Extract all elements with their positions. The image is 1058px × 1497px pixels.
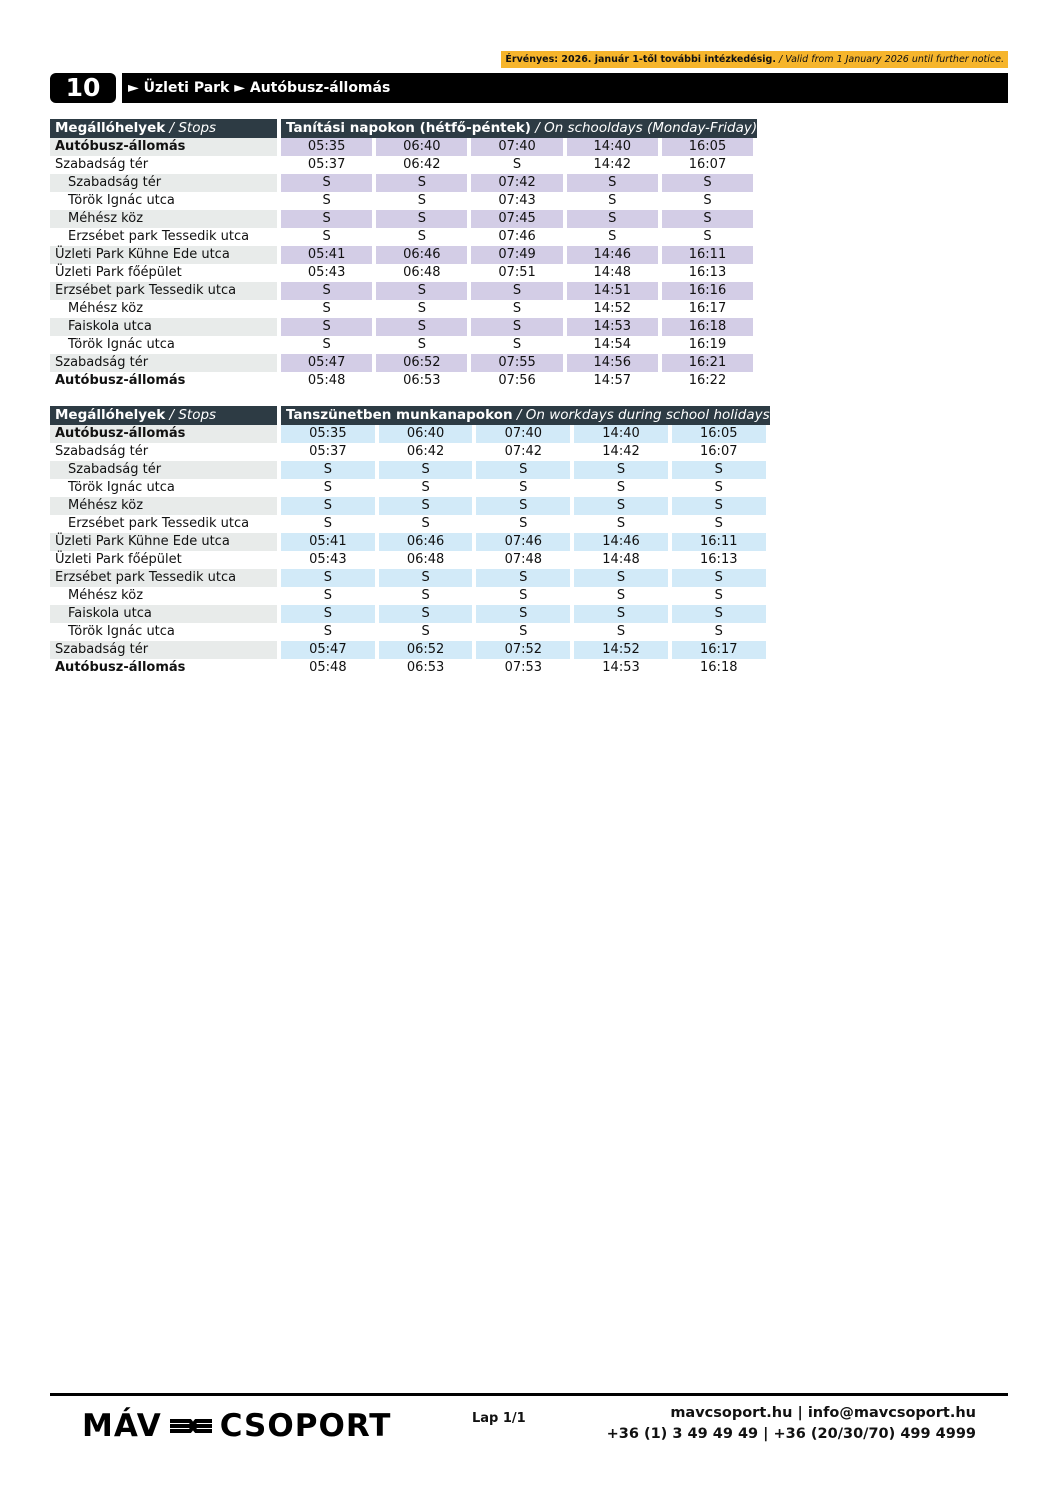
departure-time: 07:55 bbox=[471, 354, 566, 372]
departure-time: S bbox=[476, 605, 574, 623]
departure-time: S bbox=[574, 605, 672, 623]
stop-name: Török Ignác utca bbox=[50, 479, 281, 497]
departure-time: S bbox=[672, 515, 770, 533]
stop-name: Üzleti Park főépület bbox=[50, 551, 281, 569]
table-row bbox=[50, 569, 770, 587]
departure-time: S bbox=[476, 515, 574, 533]
departure-time: S bbox=[281, 569, 379, 587]
departure-time: 14:51 bbox=[567, 282, 662, 300]
stop-name: Autóbusz-állomás bbox=[50, 138, 281, 156]
departure-time: 06:46 bbox=[376, 246, 471, 264]
departure-time: S bbox=[662, 174, 757, 192]
departure-time: S bbox=[379, 497, 477, 515]
departure-time: 07:49 bbox=[471, 246, 566, 264]
departure-time: 05:48 bbox=[281, 372, 376, 390]
departure-time: S bbox=[379, 587, 477, 605]
table-row bbox=[50, 461, 770, 479]
departure-time: 05:43 bbox=[281, 551, 379, 569]
departure-time: S bbox=[281, 587, 379, 605]
departure-time: S bbox=[281, 605, 379, 623]
stops-header: Megállóhelyek / Stops bbox=[50, 406, 281, 425]
departure-time: S bbox=[672, 461, 770, 479]
stop-name: Üzleti Park főépület bbox=[50, 264, 281, 282]
departure-time: 16:21 bbox=[662, 354, 757, 372]
departure-time: 14:46 bbox=[574, 533, 672, 551]
departure-time: S bbox=[567, 192, 662, 210]
table-row bbox=[50, 443, 770, 461]
departure-time: 06:48 bbox=[376, 264, 471, 282]
departure-time: 14:53 bbox=[567, 318, 662, 336]
stops-header: Megállóhelyek / Stops bbox=[50, 119, 281, 138]
departure-time: S bbox=[281, 623, 379, 641]
stop-name: Szabadság tér bbox=[50, 641, 281, 659]
departure-time: 14:54 bbox=[567, 336, 662, 354]
departure-time: S bbox=[672, 605, 770, 623]
departure-time: S bbox=[281, 318, 376, 336]
route-number-badge: 10 bbox=[50, 73, 116, 103]
table-row bbox=[50, 336, 757, 354]
departure-time: 14:53 bbox=[574, 659, 672, 677]
contact-web-email: mavcsoport.hu | info@mavcsoport.hu bbox=[670, 1405, 976, 1421]
departure-time: S bbox=[567, 174, 662, 192]
departure-time: 14:57 bbox=[567, 372, 662, 390]
table-row bbox=[50, 156, 757, 174]
departure-time: S bbox=[574, 623, 672, 641]
departure-time: 14:52 bbox=[567, 300, 662, 318]
departure-time: 14:48 bbox=[567, 264, 662, 282]
departure-time: 07:42 bbox=[471, 174, 566, 192]
stop-name: Szabadság tér bbox=[50, 461, 281, 479]
stop-name: Autóbusz-állomás bbox=[50, 372, 281, 390]
table-row bbox=[50, 246, 757, 264]
period-header: Tanszünetben munkanapokon / On workdays during school holidays bbox=[281, 406, 770, 425]
departure-time: 06:52 bbox=[376, 354, 471, 372]
table-row bbox=[50, 623, 770, 641]
stop-name: Méhész köz bbox=[50, 300, 281, 318]
departure-time: S bbox=[662, 228, 757, 246]
table-row bbox=[50, 138, 757, 156]
contact-phones: +36 (1) 3 49 49 49 | +36 (20/30/70) 499 4999 bbox=[606, 1426, 976, 1442]
mav-rail-icon bbox=[168, 1412, 214, 1440]
stop-name: Szabadság tér bbox=[50, 443, 281, 461]
route-title: ► Üzleti Park ► Autóbusz-állomás bbox=[122, 73, 1008, 103]
departure-time: S bbox=[379, 515, 477, 533]
departure-time: S bbox=[574, 479, 672, 497]
departure-time: S bbox=[567, 228, 662, 246]
departure-time: 05:37 bbox=[281, 156, 376, 174]
departure-time: 07:46 bbox=[471, 228, 566, 246]
stop-name: Török Ignác utca bbox=[50, 623, 281, 641]
departure-time: S bbox=[376, 228, 471, 246]
stop-name: Török Ignác utca bbox=[50, 336, 281, 354]
stop-name: Erzsébet park Tessedik utca bbox=[50, 569, 281, 587]
departure-time: S bbox=[376, 210, 471, 228]
departure-time: 14:42 bbox=[574, 443, 672, 461]
departure-time: S bbox=[471, 336, 566, 354]
departure-time: 16:13 bbox=[672, 551, 770, 569]
table-row bbox=[50, 533, 770, 551]
stop-name: Török Ignác utca bbox=[50, 192, 281, 210]
stop-name: Szabadság tér bbox=[50, 156, 281, 174]
departure-time: 16:05 bbox=[672, 425, 770, 443]
departure-time: 06:53 bbox=[376, 372, 471, 390]
departure-time: S bbox=[281, 497, 379, 515]
departure-time: 16:11 bbox=[672, 533, 770, 551]
departure-time: S bbox=[376, 192, 471, 210]
departure-time: 16:18 bbox=[662, 318, 757, 336]
departure-time: S bbox=[672, 497, 770, 515]
departure-time: 06:48 bbox=[379, 551, 477, 569]
table-row bbox=[50, 354, 757, 372]
departure-time: 05:43 bbox=[281, 264, 376, 282]
departure-time: 16:13 bbox=[662, 264, 757, 282]
table-row bbox=[50, 425, 770, 443]
departure-time: 07:42 bbox=[476, 443, 574, 461]
departure-time: S bbox=[471, 300, 566, 318]
departure-time: S bbox=[574, 587, 672, 605]
departure-time: S bbox=[379, 479, 477, 497]
departure-time: S bbox=[376, 300, 471, 318]
departure-time: 14:48 bbox=[574, 551, 672, 569]
departure-time: S bbox=[379, 623, 477, 641]
departure-time: S bbox=[376, 318, 471, 336]
validity-en: / Valid from 1 January 2026 until further notice. bbox=[778, 54, 1004, 65]
departure-time: S bbox=[281, 174, 376, 192]
departure-time: 06:46 bbox=[379, 533, 477, 551]
stop-name: Szabadság tér bbox=[50, 354, 281, 372]
departure-time: 06:40 bbox=[376, 138, 471, 156]
departure-time: S bbox=[471, 282, 566, 300]
departure-time: 07:56 bbox=[471, 372, 566, 390]
table-row bbox=[50, 551, 770, 569]
departure-time: 05:41 bbox=[281, 246, 376, 264]
stop-name: Erzsébet park Tessedik utca bbox=[50, 282, 281, 300]
table-row bbox=[50, 318, 757, 336]
departure-time: S bbox=[281, 192, 376, 210]
departure-time: 16:07 bbox=[672, 443, 770, 461]
period-header: Tanítási napokon (hétfő-péntek) / On schooldays (Monday-Friday) bbox=[281, 119, 757, 138]
table-row bbox=[50, 497, 770, 515]
stop-name: Autóbusz-állomás bbox=[50, 425, 281, 443]
departure-time: S bbox=[574, 497, 672, 515]
departure-time: S bbox=[281, 479, 379, 497]
departure-time: S bbox=[281, 300, 376, 318]
departure-time: S bbox=[281, 336, 376, 354]
departure-time: 05:47 bbox=[281, 354, 376, 372]
footer-divider bbox=[50, 1393, 1008, 1396]
departure-time: S bbox=[471, 318, 566, 336]
departure-time: S bbox=[662, 210, 757, 228]
table-row bbox=[50, 192, 757, 210]
departure-time: 16:11 bbox=[662, 246, 757, 264]
departure-time: 07:45 bbox=[471, 210, 566, 228]
departure-time: 14:40 bbox=[574, 425, 672, 443]
departure-time: S bbox=[471, 156, 566, 174]
departure-time: S bbox=[672, 623, 770, 641]
departure-time: S bbox=[672, 569, 770, 587]
table-row bbox=[50, 282, 757, 300]
table-row bbox=[50, 300, 757, 318]
departure-time: S bbox=[379, 569, 477, 587]
departure-time: 05:35 bbox=[281, 138, 376, 156]
departure-time: S bbox=[376, 174, 471, 192]
departure-time: 06:40 bbox=[379, 425, 477, 443]
departure-time: 05:41 bbox=[281, 533, 379, 551]
departure-time: S bbox=[281, 461, 379, 479]
departure-time: 07:51 bbox=[471, 264, 566, 282]
departure-time: S bbox=[476, 461, 574, 479]
stop-name: Faiskola utca bbox=[50, 605, 281, 623]
departure-time: 07:52 bbox=[476, 641, 574, 659]
departure-time: 07:40 bbox=[476, 425, 574, 443]
departure-time: 06:42 bbox=[376, 156, 471, 174]
table-row bbox=[50, 605, 770, 623]
stop-name: Üzleti Park Kühne Ede utca bbox=[50, 533, 281, 551]
departure-time: 16:22 bbox=[662, 372, 757, 390]
departure-time: S bbox=[476, 587, 574, 605]
stop-name: Méhész köz bbox=[50, 210, 281, 228]
stop-name: Erzsébet park Tessedik utca bbox=[50, 228, 281, 246]
departure-time: S bbox=[379, 605, 477, 623]
departure-time: S bbox=[476, 623, 574, 641]
stop-name: Méhész köz bbox=[50, 497, 281, 515]
departure-time: 07:43 bbox=[471, 192, 566, 210]
stop-name: Autóbusz-állomás bbox=[50, 659, 281, 677]
timetable-school-holidays bbox=[50, 406, 770, 677]
departure-time: 16:17 bbox=[672, 641, 770, 659]
departure-time: S bbox=[574, 515, 672, 533]
departure-time: 16:18 bbox=[672, 659, 770, 677]
departure-time: 14:52 bbox=[574, 641, 672, 659]
departure-time: 16:05 bbox=[662, 138, 757, 156]
departure-time: 06:42 bbox=[379, 443, 477, 461]
departure-time: 07:46 bbox=[476, 533, 574, 551]
departure-time: S bbox=[574, 569, 672, 587]
departure-time: 06:53 bbox=[379, 659, 477, 677]
departure-time: 14:42 bbox=[567, 156, 662, 174]
departure-time: S bbox=[476, 569, 574, 587]
table-row bbox=[50, 587, 770, 605]
validity-notice bbox=[501, 51, 1008, 68]
timetable-schooldays bbox=[50, 119, 757, 390]
departure-time: 16:17 bbox=[662, 300, 757, 318]
page-number: Lap 1/1 bbox=[472, 1411, 526, 1426]
departure-time: 07:40 bbox=[471, 138, 566, 156]
departure-time: 16:16 bbox=[662, 282, 757, 300]
departure-time: 14:46 bbox=[567, 246, 662, 264]
departure-time: S bbox=[281, 210, 376, 228]
stop-name: Erzsébet park Tessedik utca bbox=[50, 515, 281, 533]
departure-time: S bbox=[476, 479, 574, 497]
departure-time: S bbox=[567, 210, 662, 228]
table-row bbox=[50, 479, 770, 497]
stop-name: Méhész köz bbox=[50, 587, 281, 605]
departure-time: 05:47 bbox=[281, 641, 379, 659]
table-row bbox=[50, 174, 757, 192]
departure-time: 06:52 bbox=[379, 641, 477, 659]
departure-time: 07:53 bbox=[476, 659, 574, 677]
table-row bbox=[50, 372, 757, 390]
table-row bbox=[50, 228, 757, 246]
validity-hu: Érvényes: 2026. január 1-től további intézkedésig. bbox=[505, 54, 776, 65]
departure-time: S bbox=[281, 515, 379, 533]
table-row bbox=[50, 641, 770, 659]
mav-csoport-logo bbox=[82, 1408, 391, 1444]
departure-time: S bbox=[574, 461, 672, 479]
departure-time: S bbox=[662, 192, 757, 210]
departure-time: 05:48 bbox=[281, 659, 379, 677]
departure-time: 07:48 bbox=[476, 551, 574, 569]
stop-name: Üzleti Park Kühne Ede utca bbox=[50, 246, 281, 264]
departure-time: S bbox=[281, 282, 376, 300]
contact-info bbox=[607, 1403, 976, 1445]
departure-time: 16:07 bbox=[662, 156, 757, 174]
departure-time: S bbox=[376, 336, 471, 354]
table-row bbox=[50, 210, 757, 228]
table-row bbox=[50, 515, 770, 533]
departure-time: S bbox=[672, 587, 770, 605]
logo-text-right: CSOPORT bbox=[219, 1408, 392, 1444]
departure-time: 16:19 bbox=[662, 336, 757, 354]
departure-time: S bbox=[672, 479, 770, 497]
departure-time: 05:37 bbox=[281, 443, 379, 461]
departure-time: S bbox=[476, 497, 574, 515]
departure-time: S bbox=[281, 228, 376, 246]
departure-time: 14:56 bbox=[567, 354, 662, 372]
departure-time: 05:35 bbox=[281, 425, 379, 443]
logo-text-left: MÁV bbox=[82, 1408, 162, 1444]
table-row bbox=[50, 659, 770, 677]
departure-time: S bbox=[376, 282, 471, 300]
stop-name: Szabadság tér bbox=[50, 174, 281, 192]
stop-name: Faiskola utca bbox=[50, 318, 281, 336]
departure-time: S bbox=[379, 461, 477, 479]
departure-time: 14:40 bbox=[567, 138, 662, 156]
table-row bbox=[50, 264, 757, 282]
